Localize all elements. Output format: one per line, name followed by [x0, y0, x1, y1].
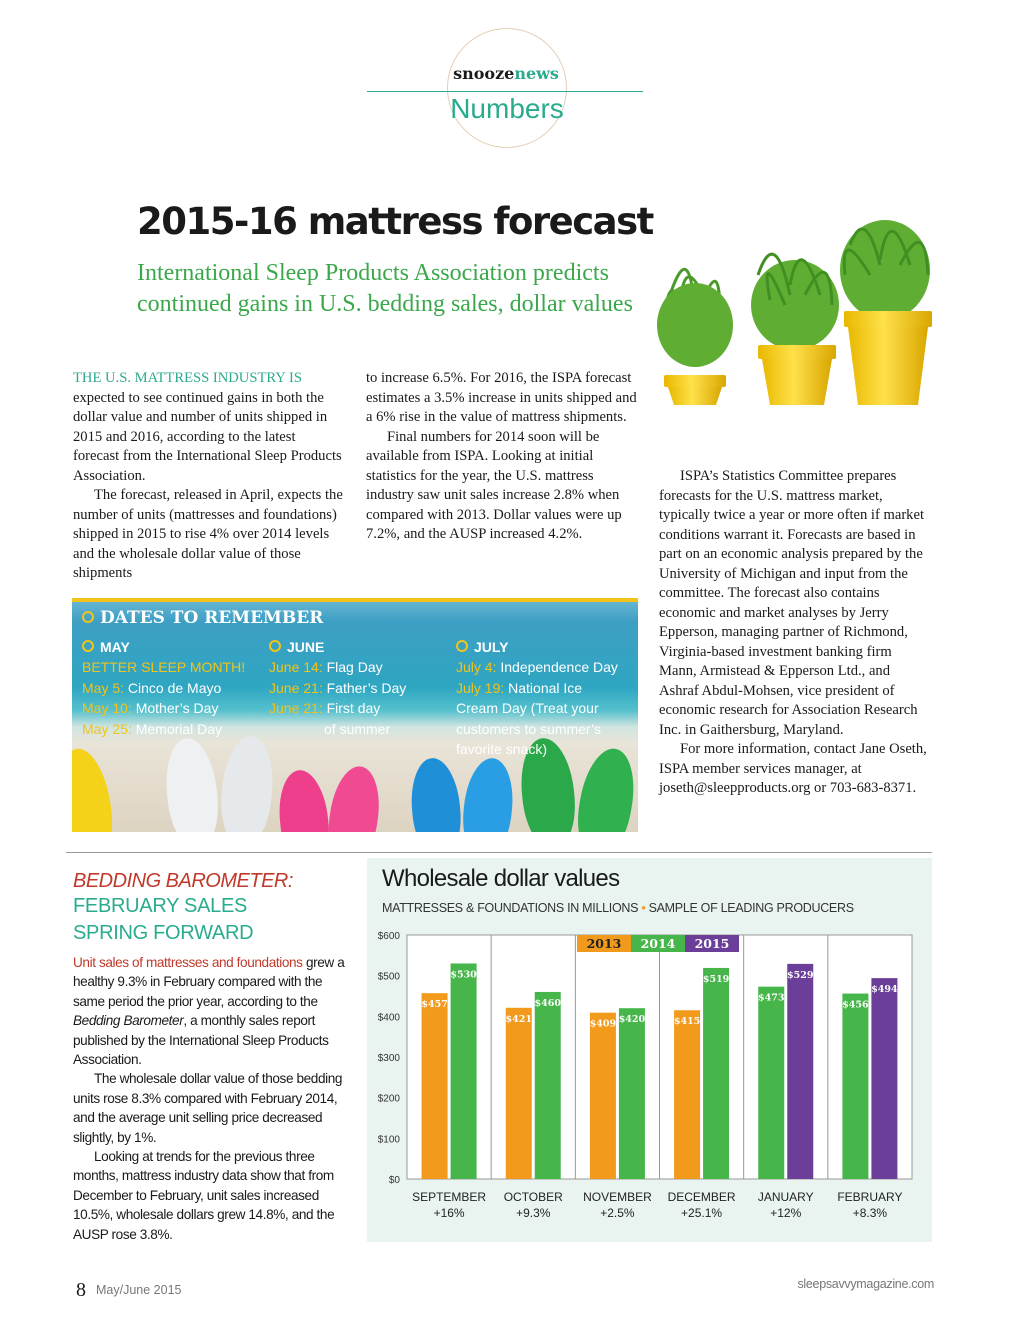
wholesale-dollar-chart	[367, 925, 932, 1230]
x-category-label: OCTOBER	[503, 1190, 563, 1204]
barometer-subheading-1: FEBRUARY SALES	[73, 895, 248, 917]
col3-para2: For more information, contact Jane Oseth, ISPA member services manager, at joseth@sleepproducts.org or 703-683-8371.	[659, 741, 927, 796]
may-events: BETTER SLEEP MONTH! May 5: Cinco de Mayo May 10: Mother’s Day May 25: Memorial Day	[82, 659, 246, 737]
legend-label: 2015	[694, 936, 730, 951]
bar-2013	[674, 1010, 700, 1179]
x-change-label: +12%	[770, 1206, 802, 1220]
y-tick-label: $400	[377, 1012, 400, 1024]
x-change-label: +9.3%	[516, 1206, 551, 1220]
may-heading: MAY	[82, 639, 130, 655]
issue-date: May/June 2015	[96, 1283, 182, 1297]
bar-value-label: $456	[842, 999, 869, 1011]
small-pot	[657, 269, 733, 405]
x-category-label: JANUARY	[757, 1190, 814, 1204]
pink-flipflop	[323, 763, 384, 832]
website: sleepsavvymagazine.com	[797, 1277, 934, 1291]
bar-value-label: $473	[758, 992, 785, 1004]
x-category-label: SEPTEMBER	[412, 1190, 487, 1204]
legend-label: 2013	[586, 936, 622, 951]
bar-2014	[535, 992, 561, 1179]
section-divider	[66, 852, 932, 853]
june-events: June 14: Flag Day June 21: Father’s Day June 21: First day of summer	[269, 659, 407, 737]
y-tick-label: $100	[377, 1134, 400, 1146]
chart-subtitle: MATTRESSES & FOUNDATIONS IN MILLIONS • SAMPLE OF LEADING PRODUCERS	[382, 901, 854, 915]
bar-2015	[871, 978, 897, 1179]
bar-2014	[842, 994, 868, 1179]
x-change-label: +25.1%	[681, 1206, 723, 1220]
x-category-label: NOVEMBER	[583, 1190, 652, 1204]
blue-flipflop	[408, 756, 465, 832]
medium-pot	[751, 254, 839, 405]
barometer-para3: Looking at trends for the previous three months, mattress industry data show that from December to February, unit sales increased 10.5%, wholesale dollars grew 14.8%, and the AUSP rose 3.8%.	[73, 1149, 335, 1242]
white-flipflop	[217, 734, 276, 832]
dates-top-bar	[72, 598, 638, 602]
large-pot	[840, 220, 932, 405]
y-tick-label: $0	[388, 1175, 400, 1186]
bar-value-label: $420	[618, 1014, 646, 1026]
barometer-text: Unit sales of mattresses and foundations grew a healthy 9.3% in February compared with the same period the prior year, according to the Bedding Barometer, a monthly sales report published by the International Sleep Products Association. The wholesale dollar value of those bedding units rose 8.3% compared with February 2014, and the average unit selling price decreased slightly, by 1%. Looking at trends for the previous three months, mattress industry data show that from December to February, unit sales increased 10.5%, wholesale dollars grew 14.8%, and the AUSP rose 3.8%.	[73, 953, 353, 1244]
bar-value-label: $460	[534, 997, 561, 1009]
yellow-flipflop	[72, 745, 119, 832]
bar-2013	[422, 993, 448, 1179]
bar-value-label: $494	[871, 984, 898, 996]
circle-bullet-icon	[82, 640, 94, 652]
barometer-lead: Unit sales of mattresses and foundations	[73, 955, 303, 970]
x-change-label: +2.5%	[600, 1206, 635, 1220]
grass-pots-illustration	[640, 205, 940, 405]
june-heading: JUNE	[269, 639, 324, 655]
bar-2014	[619, 1008, 645, 1179]
article-column-3	[659, 467, 931, 799]
bar-value-label: $421	[505, 1013, 532, 1025]
july-events: July 4: Independence Day July 19: National Ice Cream Day (Treat your customers to summer’s favorite snack)	[456, 659, 618, 757]
article-title: 2015-16 mattress forecast	[137, 200, 653, 243]
bar-value-label: $530	[450, 969, 477, 981]
barometer-para2: The wholesale dollar value of those bedding units rose 8.3% compared with February 2014, and the average unit selling price decreased slightly, by 1%.	[73, 1071, 343, 1145]
article-subtitle: International Sleep Products Association predicts continued gains in U.S. bedding sales, dollar values	[137, 260, 633, 317]
lead-in: THE U.S. MATTRESS INDUSTRY IS	[73, 370, 302, 386]
article-column-2	[366, 369, 638, 545]
page-number: 8	[76, 1279, 86, 1301]
barometer-subheading-2: SPRING FORWARD	[73, 922, 254, 944]
bar-value-label: $409	[589, 1018, 617, 1030]
col3-para1: ISPA’s Statistics Committee prepares forecasts for the U.S. mattress market, typically twice a year or more often if market conditions warrant it. Forecasts are based in part on an economic analysis prepared by the University of Michigan and input from the committee. The forecast also contains economic and market analyses by Jerry Epperson, managing partner of Richmond, Virginia-based investment banking firm Mann, Armistead & Epperson Ltd., and Ashraf Abdul-Mohsen, vice president of economic research for Association Research Inc. in Gaithersburg, Maryland.	[659, 468, 925, 738]
pink-flipflop	[275, 768, 333, 832]
circle-bullet-icon	[456, 640, 468, 652]
brand-logo: snoozenews	[453, 64, 559, 83]
bar-value-label: $529	[787, 969, 814, 981]
x-category-label: FEBRUARY	[837, 1190, 903, 1204]
bar-2015	[787, 964, 813, 1179]
bar-2014	[758, 987, 784, 1179]
col2-para1: to increase 6.5%. For 2016, the ISPA forecast estimates a 3.5% increase in units shipped and a 6% rise in the value of mattress shipments.	[366, 370, 637, 425]
x-change-label: +8.3%	[852, 1206, 888, 1220]
col2-para2: Final numbers for 2014 soon will be available from ISPA. Looking at initial statistics for the year, the U.S. mattress industry saw unit sales increase 2.8% when compared with 2013. Dollar values were up 7.2%, and the AUSP increased 4.2%.	[366, 428, 622, 542]
article-column-1	[73, 369, 345, 584]
y-tick-label: $300	[377, 1053, 400, 1064]
legend-label: 2014	[640, 936, 676, 951]
bar-value-label: $457	[421, 999, 448, 1011]
y-tick-label: $200	[377, 1093, 400, 1105]
bar-value-label: $519	[702, 973, 730, 985]
x-category-label: DECEMBER	[667, 1190, 736, 1204]
bedding-barometer	[73, 870, 353, 1244]
blue-flipflop	[459, 756, 517, 832]
y-tick-label: $500	[377, 971, 400, 983]
bar-2013	[506, 1008, 532, 1179]
header-rule	[367, 91, 643, 92]
header-circle	[447, 28, 567, 148]
july-heading: JULY	[456, 639, 509, 655]
section-title: Numbers	[450, 93, 564, 124]
x-change-label: +16%	[433, 1206, 465, 1220]
col1-para2: The forecast, released in April, expects the number of units (mattresses and foundations) shipped in 2015 to rise 4% over 2014 levels and the wholesale dollar value of those shipments	[73, 487, 343, 581]
circle-bullet-icon	[82, 611, 94, 623]
y-tick-label: $600	[377, 931, 400, 942]
col1-para1: expected to see continued gains in both the dollar value and number of units shipped in 2015 and 2016, according to the latest forecast from the International Sleep Products Association.	[73, 389, 342, 484]
chart-title: Wholesale dollar values	[382, 865, 620, 892]
circle-bullet-icon	[269, 640, 281, 652]
bar-2014	[703, 968, 729, 1179]
dates-to-remember-box	[72, 598, 638, 832]
bar-2013	[590, 1013, 616, 1179]
dates-heading: DATES TO REMEMBER	[82, 608, 323, 628]
bar-2014	[451, 963, 477, 1179]
barometer-heading: BEDDING BAROMETER:	[73, 870, 293, 892]
bar-value-label: $415	[673, 1016, 701, 1028]
white-flipflop	[161, 736, 222, 832]
